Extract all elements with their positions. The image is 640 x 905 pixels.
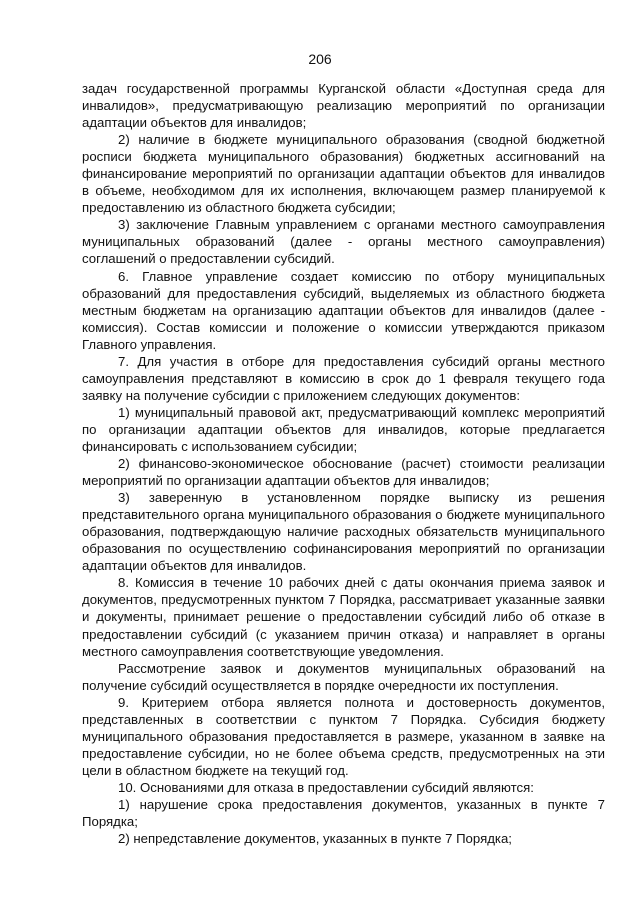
paragraph-clause-8-review: Рассмотрение заявок и документов муниципальных образований на получение субсидий осуществляется в порядке очередности их поступления. (82, 660, 605, 693)
paragraph-clause-10-item-1: 1) нарушение срока предоставления документов, указанных в пункте 7 Порядка; (82, 796, 605, 830)
paragraph-continuation: задач государственной программы Курганской области «Доступная среда для инвалидов», предусматривающую реализацию мероприятий по организации адаптации объектов для инвалидов; (82, 81, 605, 131)
paragraph-item-3-agreement: 3) заключение Главным управлением с органами местного самоуправления муниципальных образований (далее - органы местного самоуправления) соглашений о предоставлении субсидий. (82, 217, 605, 267)
paragraph-item-2-budget: 2) наличие в бюджете муниципального образования (сводной бюджетной росписи бюджета муниципального образования) бюджетных ассигнований на финансирование мероприятий по организации адаптации объектов для инвалидов в объеме, необходимом для их исполнения, включающем размер планируемой к предоставлению из областного бюджета субсидии; (82, 132, 605, 216)
paragraph-clause-6: 6. Главное управление создает комиссию по отбору муниципальных образований для предоставления субсидий, выделяемых из областного бюджета местным бюджетам на организацию адаптации объектов для инвалидов (далее - комиссия). Состав комиссии и положение о комиссии утверждаются приказом Главного управления. (82, 268, 605, 352)
document-body (82, 80, 605, 847)
paragraph-clause-10: 10. Основаниями для отказа в предоставлении субсидий являются: (118, 779, 534, 795)
paragraph-clause-8: 8. Комиссия в течение 10 рабочих дней с даты окончания приема заявок и документов, предусмотренных пунктом 7 Порядка, рассматривает указанные заявки и документы, принимает решение о предоставлении субсидий либо об отказе в предоставлении субсидий (с указанием причин отказа) и направляет в органы местного самоуправления соответствующие уведомления. (82, 575, 605, 659)
paragraph-clause-9: 9. Критерием отбора является полнота и достоверность документов, представленных в соответствии с пунктом 7 Порядка. Субсидия бюджету муниципального образования предоставляется в размере, указанном в заявке на предоставление субсидии, но не более объема средств, предусмотренных на эти цели в областном бюджете на текущий год. (82, 694, 605, 778)
paragraph-clause-7-item-2: 2) финансово-экономическое обоснование (расчет) стоимости реализации мероприятий по организации адаптации объектов для инвалидов; (82, 456, 605, 489)
paragraph-clause-7-item-1: 1) муниципальный правовой акт, предусматривающий комплекс мероприятий по организации адаптации объектов для инвалидов, которые предлагается финансировать с использованием субсидии; (82, 404, 605, 454)
page-number: 206 (308, 51, 332, 67)
paragraph-clause-7: 7. Для участия в отборе для предоставления субсидий органы местного самоуправления представляют в комиссию в срок до 1 февраля текущего года заявку на получение субсидии с приложением следующих документов: (82, 353, 605, 403)
paragraph-clause-10-item-2: 2) непредставление документов, указанных в пункте 7 Порядка; (118, 831, 512, 847)
paragraph-clause-7-item-3: 3) заверенную в установленном порядке выписку из решения представительного органа муниципального образования о бюджете муниципального образования, подтверждающую наличие расходных обязательств муниципального образования по осуществлению софинансирования мероприятий по организации адаптации объектов для инвалидов. (82, 490, 605, 574)
